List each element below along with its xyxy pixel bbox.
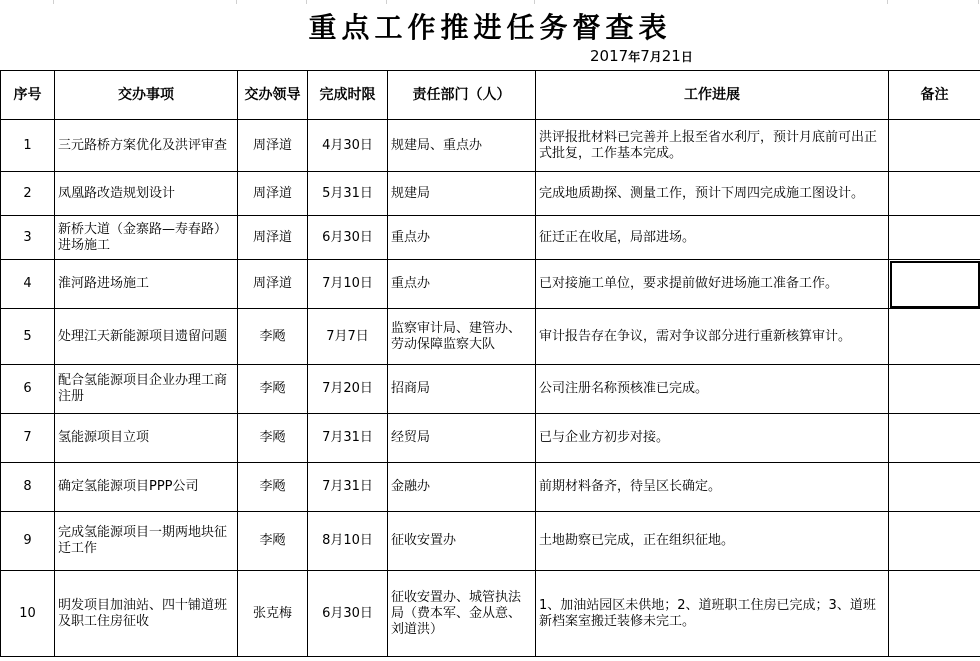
row-progress[interactable]: 已对接施工单位，要求提前做好进场施工准备工作。: [536, 260, 889, 309]
date-year: 2017: [590, 47, 629, 65]
row-dept[interactable]: 监察审计局、建管办、劳动保障监察大队: [388, 309, 536, 365]
row-note[interactable]: [889, 260, 980, 309]
row-deadline[interactable]: 7月20日: [308, 365, 388, 414]
row-deadline[interactable]: 7月31日: [308, 463, 388, 512]
row-note[interactable]: [889, 512, 980, 571]
row-number[interactable]: 10: [1, 571, 55, 657]
table-row: [1, 172, 980, 216]
table-row: [1, 309, 980, 365]
date-day-char: 日: [680, 50, 693, 64]
row-item[interactable]: 处理江天新能源项目遗留问题: [55, 309, 238, 365]
row-progress[interactable]: 已与企业方初步对接。: [536, 414, 889, 463]
row-number[interactable]: 1: [1, 120, 55, 172]
row-leader[interactable]: 周泽道: [238, 216, 308, 260]
row-number[interactable]: 2: [1, 172, 55, 216]
row-deadline[interactable]: 6月30日: [308, 216, 388, 260]
row-progress[interactable]: 公司注册名称预核准已完成。: [536, 365, 889, 414]
row-item[interactable]: 凤凰路改造规划设计: [55, 172, 238, 216]
row-number[interactable]: 7: [1, 414, 55, 463]
row-progress[interactable]: 土地勘察已完成，正在组织征地。: [536, 512, 889, 571]
row-leader[interactable]: 周泽道: [238, 260, 308, 309]
table-row: [1, 414, 980, 463]
row-note[interactable]: [889, 172, 980, 216]
task-table: [0, 70, 980, 657]
row-deadline[interactable]: 4月30日: [308, 120, 388, 172]
row-progress[interactable]: 洪评报批材料已完善并上报至省水利厅，预计月底前可出正式批复，工作基本完成。: [536, 120, 889, 172]
row-leader[interactable]: 李飏: [238, 309, 308, 365]
row-deadline[interactable]: 5月31日: [308, 172, 388, 216]
header-deadline[interactable]: 完成时限: [308, 71, 388, 120]
row-deadline[interactable]: 7月7日: [308, 309, 388, 365]
row-item[interactable]: 三元路桥方案优化及洪评审查: [55, 120, 238, 172]
header-progress[interactable]: 工作进展: [536, 71, 889, 120]
row-note[interactable]: [889, 414, 980, 463]
row-progress[interactable]: 审计报告存在争议，需对争议部分进行重新核算审计。: [536, 309, 889, 365]
table-row: [1, 260, 980, 309]
header-row: [1, 71, 980, 120]
row-item[interactable]: 确定氢能源项目PPP公司: [55, 463, 238, 512]
row-progress[interactable]: 1、加油站园区未供地；2、道班职工住房已完成；3、道班新档案室搬迁装修未完工。: [536, 571, 889, 657]
row-number[interactable]: 3: [1, 216, 55, 260]
row-number[interactable]: 4: [1, 260, 55, 309]
row-item[interactable]: 明发项目加油站、四十铺道班及职工住房征收: [55, 571, 238, 657]
header-note[interactable]: 备注: [889, 71, 980, 120]
row-number[interactable]: 5: [1, 309, 55, 365]
row-deadline[interactable]: 8月10日: [308, 512, 388, 571]
header-dept[interactable]: 责任部门（人）: [388, 71, 536, 120]
row-item[interactable]: 淮河路进场施工: [55, 260, 238, 309]
report-date: [590, 47, 693, 65]
row-leader[interactable]: 李飏: [238, 365, 308, 414]
row-dept[interactable]: 征收安置办: [388, 512, 536, 571]
table-row: [1, 571, 980, 657]
row-dept[interactable]: 重点办: [388, 260, 536, 309]
row-leader[interactable]: 周泽道: [238, 120, 308, 172]
row-note[interactable]: [889, 120, 980, 172]
row-note[interactable]: [889, 571, 980, 657]
date-month-char: 月: [649, 50, 662, 64]
row-progress[interactable]: 前期材料备齐，待呈区长确定。: [536, 463, 889, 512]
row-note[interactable]: [889, 309, 980, 365]
row-number[interactable]: 8: [1, 463, 55, 512]
date-day: 21: [661, 47, 681, 65]
row-progress[interactable]: 完成地质勘探、测量工作，预计下周四完成施工图设计。: [536, 172, 889, 216]
row-dept[interactable]: 规建局、重点办: [388, 120, 536, 172]
header-item[interactable]: 交办事项: [55, 71, 238, 120]
row-leader[interactable]: 李飏: [238, 512, 308, 571]
row-note[interactable]: [889, 216, 980, 260]
table-row: [1, 216, 980, 260]
table-row: [1, 512, 980, 571]
table-row: [1, 365, 980, 414]
row-dept[interactable]: 经贸局: [388, 414, 536, 463]
row-dept[interactable]: 金融办: [388, 463, 536, 512]
row-item[interactable]: 完成氢能源项目一期两地块征迁工作: [55, 512, 238, 571]
row-note[interactable]: [889, 365, 980, 414]
row-number[interactable]: 9: [1, 512, 55, 571]
table-row: [1, 463, 980, 512]
row-item[interactable]: 配合氢能源项目企业办理工商注册: [55, 365, 238, 414]
row-leader[interactable]: 张克梅: [238, 571, 308, 657]
page-title: 重点工作推进任务督查表: [308, 11, 672, 44]
row-leader[interactable]: 周泽道: [238, 172, 308, 216]
row-leader[interactable]: 李飏: [238, 463, 308, 512]
row-deadline[interactable]: 7月10日: [308, 260, 388, 309]
header-leader[interactable]: 交办领导: [238, 71, 308, 120]
row-dept[interactable]: 规建局: [388, 172, 536, 216]
row-leader[interactable]: 李飏: [238, 414, 308, 463]
header-no[interactable]: 序号: [1, 71, 55, 120]
row-dept[interactable]: 重点办: [388, 216, 536, 260]
sheet-top-gridlines: [0, 0, 980, 4]
row-dept[interactable]: 征收安置办、城管执法局（费本军、金从意、刘道洪）: [388, 571, 536, 657]
table-row: [1, 120, 980, 172]
row-deadline[interactable]: 6月30日: [308, 571, 388, 657]
date-year-char: 年: [628, 50, 641, 64]
row-number[interactable]: 6: [1, 365, 55, 414]
row-item[interactable]: 氢能源项目立项: [55, 414, 238, 463]
row-note[interactable]: [889, 463, 980, 512]
row-dept[interactable]: 招商局: [388, 365, 536, 414]
row-deadline[interactable]: 7月31日: [308, 414, 388, 463]
date-month: 7: [640, 47, 650, 65]
row-item[interactable]: 新桥大道（金寨路—寿春路）进场施工: [55, 216, 238, 260]
row-progress[interactable]: 征迁正在收尾，局部进场。: [536, 216, 889, 260]
